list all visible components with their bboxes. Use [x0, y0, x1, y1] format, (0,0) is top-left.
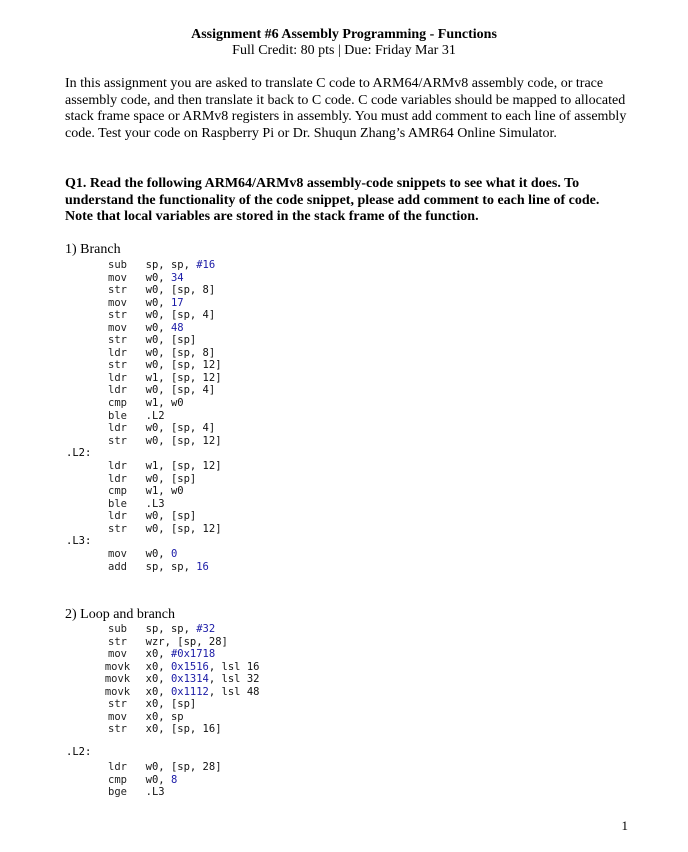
immediate-value: 0x1516: [170, 660, 209, 673]
instruction-mnemonic: str: [108, 635, 127, 648]
immediate-value: 34: [170, 271, 184, 284]
instruction-mnemonic: movk: [104, 660, 131, 673]
instruction-mnemonic: ble: [108, 409, 127, 422]
code-line: [102, 648, 259, 661]
section-2-heading: 2) Loop and branch: [65, 607, 176, 622]
immediate-value: #16: [196, 259, 216, 271]
instruction-mnemonic: str: [108, 309, 127, 322]
code-line: [102, 334, 222, 347]
code-line: [102, 498, 222, 511]
instruction-operands: w0, [sp]: [145, 510, 197, 523]
instruction-operands: x0,: [145, 673, 171, 686]
instruction-operands: w1, [sp, 12]: [145, 371, 222, 384]
instruction-mnemonic: mov: [108, 710, 127, 723]
immediate-value: 0x1112: [170, 685, 209, 698]
instruction-operands: w0, [sp, 28]: [145, 761, 222, 773]
instruction-operands: sp, sp,: [145, 259, 197, 271]
instruction-mnemonic: cmp: [108, 773, 127, 786]
instruction-mnemonic: sub: [108, 259, 127, 271]
instruction-operands: w1, w0: [145, 485, 184, 498]
instruction-operands: x0, [sp, 16]: [145, 723, 222, 736]
instruction-mnemonic: cmp: [108, 397, 127, 410]
instruction-mnemonic: mov: [108, 548, 127, 560]
instruction-operands: w0,: [145, 548, 171, 560]
code-line: [102, 485, 222, 498]
instruction-operands: w0, [sp, 8]: [145, 284, 216, 297]
code-line: [102, 309, 222, 322]
immediate-value: 16: [196, 560, 209, 573]
instruction-operands: .L3: [145, 497, 165, 510]
instruction-mnemonic: str: [108, 334, 127, 347]
instruction-mnemonic: ldr: [108, 761, 127, 773]
instruction-mnemonic: ldr: [108, 472, 127, 485]
instruction-operands: w0, [sp, 4]: [145, 422, 216, 435]
code-line: [102, 460, 222, 473]
instruction-shift: , lsl 16: [208, 660, 260, 673]
instruction-operands: w0,: [145, 296, 171, 309]
code-line: [102, 673, 259, 686]
code-line: [102, 384, 222, 397]
instruction-mnemonic: sub: [108, 623, 127, 635]
instruction-mnemonic: cmp: [108, 485, 127, 498]
immediate-value: #0x1718: [170, 648, 216, 661]
instruction-operands: w1, w0: [145, 397, 184, 410]
instruction-mnemonic: ble: [108, 497, 127, 510]
immediate-value: #32: [196, 623, 216, 635]
instruction-mnemonic: ldr: [108, 384, 127, 397]
immediate-value: 48: [170, 321, 184, 334]
instruction-operands: sp, sp,: [145, 623, 197, 635]
code-line: [102, 661, 259, 674]
immediate-value: 0: [170, 548, 178, 560]
instruction-operands: wzr, [sp, 28]: [145, 635, 228, 648]
immediate-value: 17: [170, 296, 184, 309]
section-1-heading: 1) Branch: [65, 242, 121, 257]
instruction-mnemonic: str: [108, 284, 127, 297]
label-l3: .L3:: [66, 535, 92, 547]
instruction-mnemonic: mov: [108, 321, 127, 334]
code-line: [102, 347, 222, 360]
instruction-mnemonic: ldr: [108, 346, 127, 359]
instruction-mnemonic: str: [108, 434, 127, 447]
code-line: [102, 473, 222, 486]
intro-paragraph: In this assignment you are asked to translate C code to ARM64/ARMv8 assembly code, or trace assembly code, and then translate it back to C code. C code variables should be mapped to allocated stack frame space or ARMv8 registers in assembly. You must add comment to each line of assembly code. Test your code on Raspberry Pi or Dr. Shuqun Zhang’s AMR64 Online Simulator.: [65, 76, 627, 141]
section-1-code-block-3: [102, 548, 209, 573]
instruction-mnemonic: mov: [108, 648, 127, 661]
assignment-title: Assignment #6 Assembly Programming - Functions: [191, 27, 497, 42]
instruction-mnemonic: str: [108, 522, 127, 535]
instruction-mnemonic: ldr: [108, 510, 127, 523]
instruction-mnemonic: movk: [104, 673, 131, 686]
code-line: [102, 510, 222, 523]
section-1-code-block-2: [102, 460, 222, 535]
instruction-mnemonic: movk: [104, 685, 131, 698]
code-line: [102, 698, 259, 711]
instruction-operands: w0,: [145, 271, 171, 284]
code-line: [102, 774, 222, 787]
instruction-operands: w0, [sp, 4]: [145, 309, 216, 322]
page-number: 1: [621, 818, 628, 833]
section-2-code-block-2: [102, 761, 222, 799]
assignment-subtitle: Full Credit: 80 pts | Due: Friday Mar 31: [232, 43, 456, 58]
instruction-operands: w0,: [145, 321, 171, 334]
instruction-operands: w0,: [145, 773, 171, 786]
code-line: [102, 786, 222, 799]
code-line: [102, 284, 222, 297]
instruction-mnemonic: ldr: [108, 371, 127, 384]
code-line: [102, 523, 222, 536]
code-line: [102, 711, 259, 724]
code-line: [102, 561, 209, 574]
immediate-value: 0x1314: [170, 673, 209, 686]
question-1-prompt: Q1. Read the following ARM64/ARMv8 assembly-code snippets to see what it does. To understand the functionality of the code snippet, please add comment to each line of code. Note that local variables are stored in the stack frame of the function.: [65, 176, 600, 225]
code-line: [102, 410, 222, 423]
instruction-mnemonic: bge: [108, 786, 127, 799]
instruction-operands: w0, [sp, 4]: [145, 384, 216, 397]
instruction-operands: w0, [sp]: [145, 472, 197, 485]
instruction-operands: w0, [sp, 12]: [145, 359, 222, 372]
code-line: [102, 723, 259, 736]
instruction-mnemonic: str: [108, 723, 127, 736]
code-line: [102, 272, 222, 285]
section-2-code-block-1: [102, 623, 259, 736]
instruction-operands: x0,: [145, 648, 171, 661]
code-line: [102, 435, 222, 448]
instruction-operands: sp, sp,: [145, 560, 197, 573]
instruction-mnemonic: str: [108, 359, 127, 372]
code-line: [102, 372, 222, 385]
code-line: [102, 686, 259, 699]
instruction-mnemonic: str: [108, 698, 127, 711]
instruction-mnemonic: ldr: [108, 422, 127, 435]
instruction-mnemonic: add: [108, 560, 127, 573]
instruction-operands: w0, [sp, 8]: [145, 346, 216, 359]
instruction-mnemonic: mov: [108, 271, 127, 284]
instruction-operands: w0, [sp]: [145, 334, 197, 347]
code-line: [102, 322, 222, 335]
instruction-operands: x0,: [145, 685, 171, 698]
section-1-code-block-1: [102, 259, 222, 447]
instruction-shift: , lsl 32: [208, 673, 260, 686]
instruction-operands: w1, [sp, 12]: [145, 460, 222, 472]
instruction-operands: x0, [sp]: [145, 698, 197, 711]
immediate-value: 8: [170, 773, 178, 786]
instruction-operands: x0, sp: [145, 710, 184, 723]
label-l2: .L2:: [66, 447, 92, 459]
code-line: [102, 259, 222, 272]
code-line: [102, 422, 222, 435]
code-line: [102, 761, 222, 774]
instruction-operands: x0,: [145, 660, 171, 673]
instruction-shift: , lsl 48: [208, 685, 260, 698]
code-line: [102, 636, 259, 649]
instruction-mnemonic: ldr: [108, 460, 127, 472]
code-line: [102, 297, 222, 310]
code-line: [102, 359, 222, 372]
instruction-operands: .L2: [145, 409, 165, 422]
code-line: [102, 397, 222, 410]
code-line: [102, 623, 259, 636]
instruction-mnemonic: mov: [108, 296, 127, 309]
instruction-operands: w0, [sp, 12]: [145, 434, 222, 447]
instruction-operands: .L3: [145, 786, 165, 799]
instruction-operands: w0, [sp, 12]: [145, 522, 222, 535]
code-line: [102, 548, 209, 561]
label-l2-loop: .L2:: [66, 746, 92, 758]
